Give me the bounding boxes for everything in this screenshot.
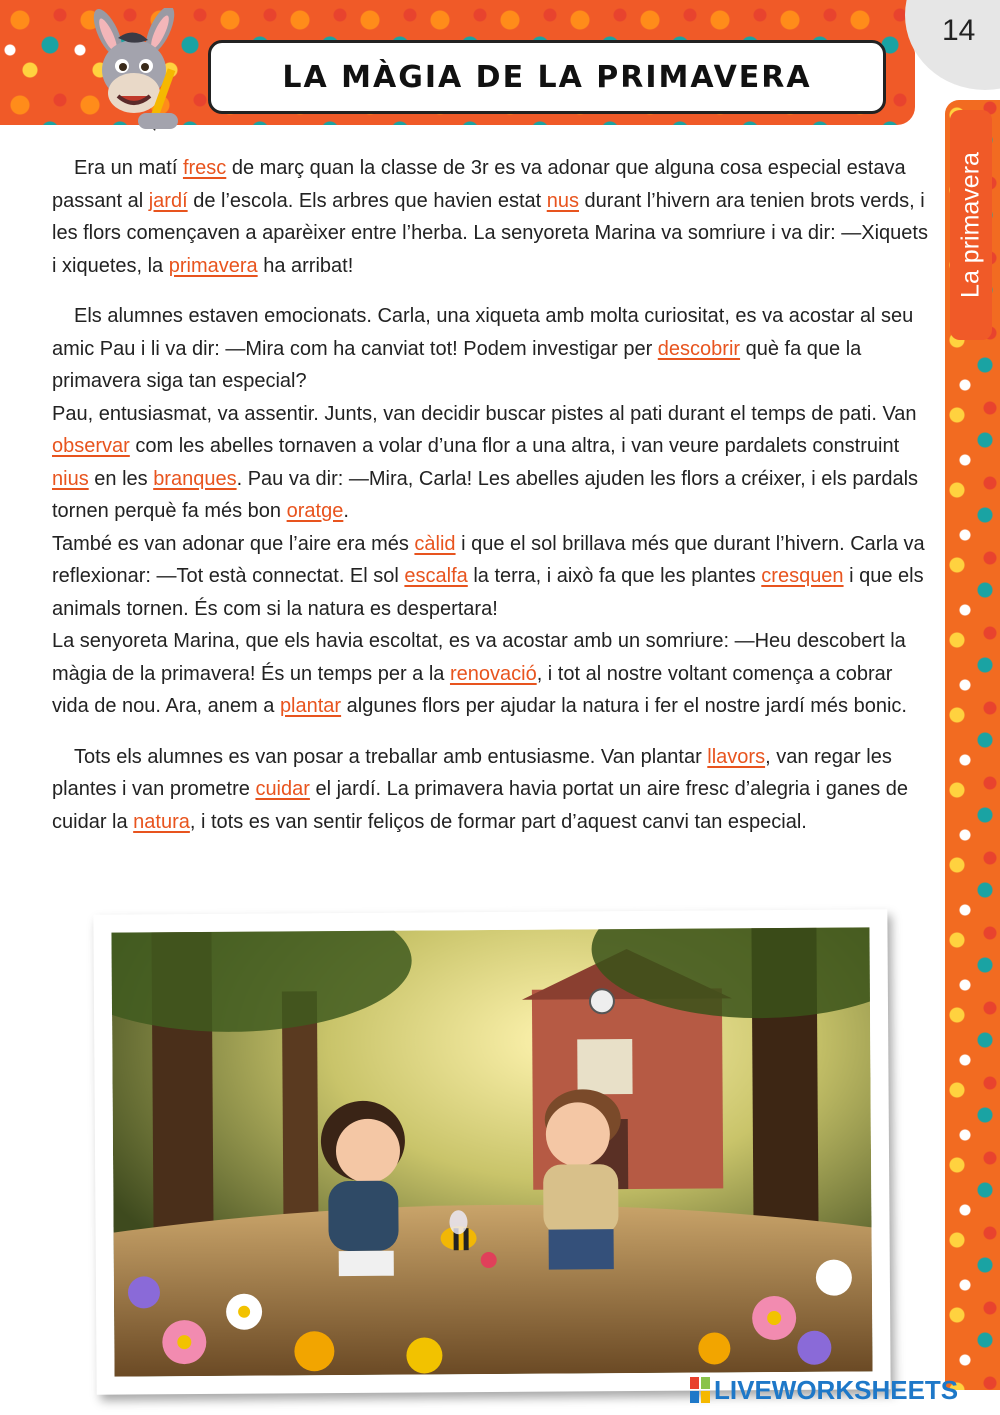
text-run: Els alumnes estaven emocionats. Carla, una xiqueta amb molta curiositat, es va acostar al seu amic Pau i li va dir: —Mira com ha canviat tot! Podem investigar per <box>52 305 914 360</box>
answer-field[interactable]: observar <box>52 435 130 457</box>
page-title: LA MÀGIA DE LA PRIMAVERA <box>282 59 812 95</box>
answer-field[interactable]: nus <box>546 189 579 212</box>
text-run: durant l’hivern ara tenien brots verds, i les flors començaven a aparèixer entre l’herba. La senyoreta Marina va somriure i va dir: —Xiquets i xiquetes, la <box>52 189 928 277</box>
text-run: ha arribat! <box>257 254 354 277</box>
page-number: 14 <box>942 14 976 47</box>
title-box <box>208 40 886 114</box>
answer-field[interactable]: llavors <box>707 745 766 768</box>
story-text <box>52 152 932 838</box>
text-run: La senyoreta Marina, que els havia escoltat, es va acostar amb un somriure: —Heu descobert la màgia de la primavera! És un temps per a la <box>52 630 906 685</box>
text-run: Tots els alumnes es van posar a treballar amb entusiasme. Van plantar <box>74 745 708 768</box>
answer-field[interactable]: càlid <box>414 532 456 555</box>
paragraph-1 <box>52 152 932 282</box>
donkey-mascot-icon <box>78 8 193 133</box>
text-run: i que els animals tornen. És com si la natura es despertara! <box>52 565 924 620</box>
answer-field[interactable]: renovació <box>449 662 537 685</box>
paragraph-3 <box>52 398 932 528</box>
answer-field[interactable]: primavera <box>168 254 258 277</box>
answer-field[interactable]: descobrir <box>657 337 741 360</box>
text-run: . <box>343 500 349 522</box>
answer-field[interactable]: escalfa <box>404 565 468 587</box>
paragraph-5 <box>52 625 932 723</box>
text-run: , van regar les plantes i van prometre <box>52 745 892 800</box>
text-run: el jardí. La primavera havia portat un aire fresc d’alegria i ganes de cuidar la <box>52 778 909 833</box>
side-label: La primavera <box>956 152 985 298</box>
text-run: algunes flors per ajudar la natura i fer el nostre jardí més bonic. <box>341 695 907 717</box>
text-run: de l’escola. Els arbres que havien estat <box>187 189 547 212</box>
answer-field[interactable]: jardí <box>148 189 188 212</box>
spring-garden-illustration <box>111 927 872 1376</box>
answer-field[interactable]: natura <box>133 810 190 833</box>
illustration-frame <box>93 909 890 1395</box>
text-run: de març quan la classe de 3r es va adonar que alguna cosa especial estava passant al <box>52 157 906 212</box>
answer-field[interactable]: fresc <box>182 157 227 179</box>
text-run: la terra, i això fa que les plantes <box>467 565 762 587</box>
text-run: com les abelles tornaven a volar d’una flor a una altra, i van veure pardalets construint <box>129 435 900 457</box>
answer-field[interactable]: oratge <box>286 500 344 522</box>
text-run: Era un matí <box>74 157 183 179</box>
liveworksheets-logo-text: LIVEWORKSHEETS <box>714 1374 959 1405</box>
answer-field[interactable]: plantar <box>279 695 342 717</box>
liveworksheets-logo[interactable] <box>690 1375 958 1405</box>
liveworksheets-logo-icon <box>690 1377 710 1403</box>
text-run: També es van adonar que l’aire era més <box>52 532 415 555</box>
text-run: Pau, entusiasmat, va assentir. Junts, van decidir buscar pistes al pati durant el temps de pati. Van <box>52 402 917 425</box>
answer-field[interactable]: cresquen <box>761 565 844 587</box>
answer-field[interactable]: nius <box>52 467 89 490</box>
paragraph-4 <box>52 528 932 626</box>
text-run: , i tots es van sentir feliços de formar part d’aquest canvi tan especial. <box>189 810 807 833</box>
paragraph-6 <box>52 741 932 839</box>
text-run: , i tot al nostre voltant comença a cobrar vida de nou. Ara, anem a <box>52 662 893 717</box>
answer-field[interactable]: branques <box>153 467 237 490</box>
answer-field[interactable]: cuidar <box>255 778 310 800</box>
text-run: què fa que la primavera siga tan especial? <box>52 337 862 392</box>
text-run: en les <box>88 467 154 490</box>
text-run: i que el sol brillava més que durant l’hivern. Carla va reflexionar: —Tot està connectat. El sol <box>52 532 925 587</box>
text-run: . Pau va dir: —Mira, Carla! Les abelles ajuden les flors a créixer, i els pardals tornen perquè fa més bon <box>52 467 919 522</box>
paragraph-2 <box>52 300 932 398</box>
